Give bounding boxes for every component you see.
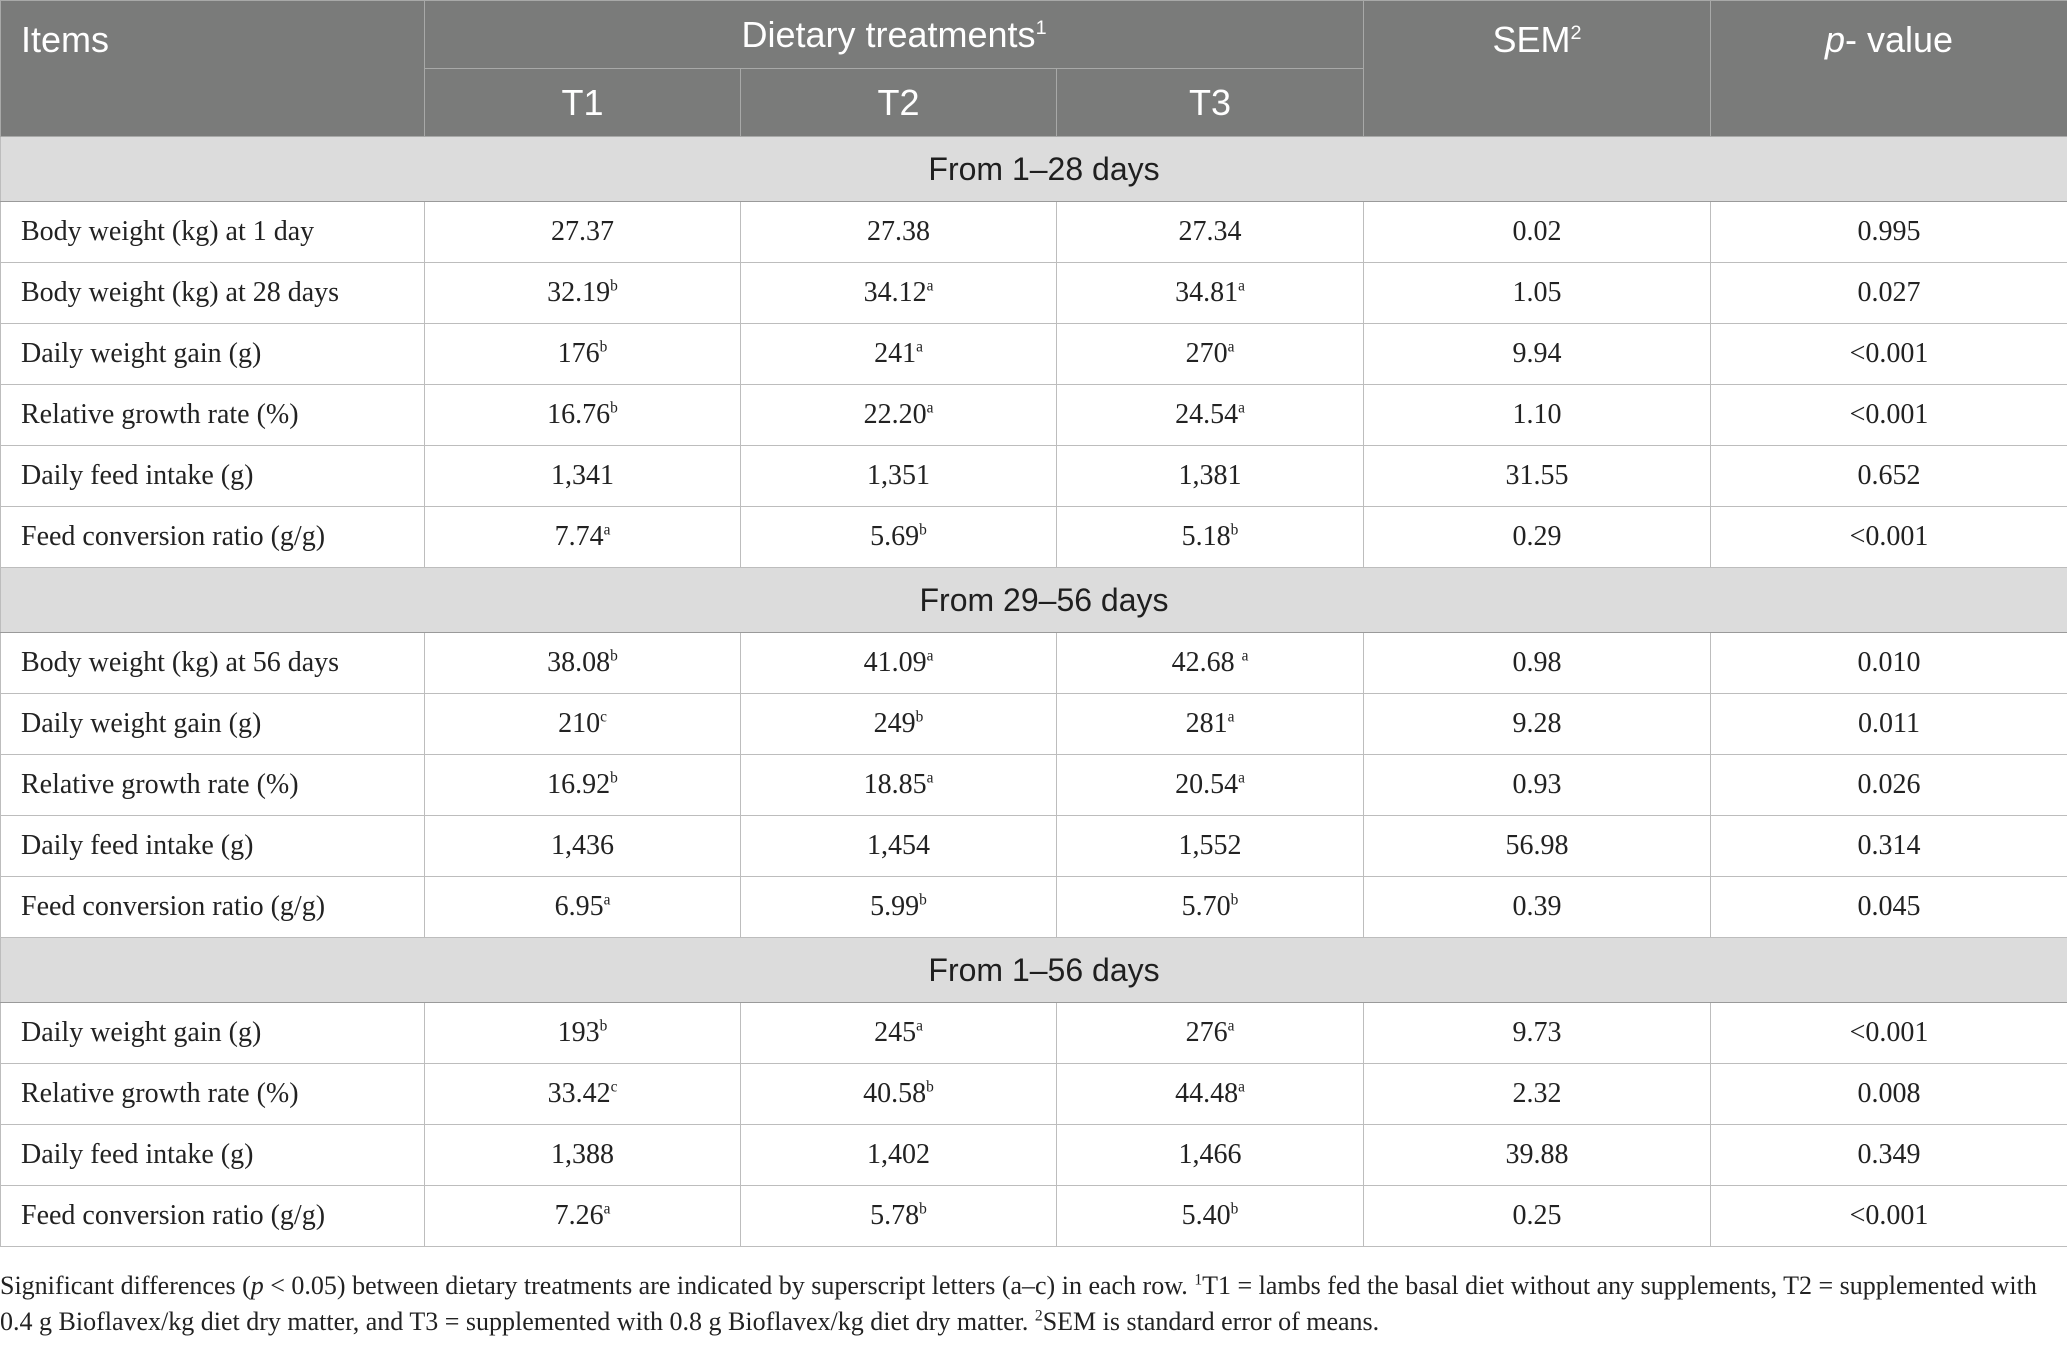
cell-value: 42.68: [1171, 647, 1242, 678]
cell-value: 7.26: [554, 1200, 604, 1231]
treatment-value-t1: [425, 816, 741, 877]
section-title: From 1–56 days: [1, 938, 2067, 1003]
treatment-value-t1: [425, 633, 741, 694]
significance-letter: a: [926, 769, 934, 787]
cell-value: 40.58: [863, 1078, 927, 1109]
significance-letter: a: [1238, 399, 1245, 417]
significance-letter: a: [916, 1017, 923, 1035]
significance-letter: a: [1238, 769, 1245, 787]
significance-letter: c: [610, 1078, 618, 1096]
cell-value: 5.78: [870, 1200, 920, 1231]
treatment-value-t1: [425, 446, 741, 507]
table-row: [1, 1186, 2067, 1247]
cell-value: 38.08: [547, 647, 611, 678]
treatment-value-t2: [741, 1064, 1057, 1125]
p-value: 0.045: [1711, 877, 2067, 938]
treatment-value-t1: [425, 1186, 741, 1247]
cell-value: 281: [1185, 708, 1228, 739]
cell-value: 1,436: [551, 830, 614, 861]
treatment-value-t2: [741, 507, 1057, 568]
treatment-value-t3: [1057, 446, 1364, 507]
treatment-value-t3: [1057, 694, 1364, 755]
cell-value: 6.95: [554, 891, 604, 922]
sem-value: 2.32: [1364, 1064, 1711, 1125]
cell-value: 210: [558, 708, 601, 739]
cell-value: 1,381: [1178, 460, 1242, 491]
sem-value: 1.10: [1364, 385, 1711, 446]
treatment-value-t2: [741, 816, 1057, 877]
significance-letter: b: [610, 647, 618, 665]
p-value: <0.001: [1711, 385, 2067, 446]
treatment-value-t1: [425, 263, 741, 324]
cell-value: 41.09: [863, 647, 927, 678]
significance-letter: a: [926, 647, 934, 665]
sem-value: 0.93: [1364, 755, 1711, 816]
sem-value: 0.39: [1364, 877, 1711, 938]
row-label: Daily feed intake (g): [1, 446, 425, 507]
treatment-value-t3: [1057, 324, 1364, 385]
cell-value: 27.34: [1178, 216, 1242, 247]
significance-letter: a: [926, 277, 934, 295]
cell-value: 27.37: [551, 216, 614, 247]
significance-letter: a: [1238, 277, 1245, 295]
cell-value: 20.54: [1175, 769, 1239, 800]
treatment-value-t1: [425, 877, 741, 938]
section-row: [1, 137, 2067, 202]
cell-value: 1,402: [867, 1139, 930, 1170]
row-label: Feed conversion ratio (g/g): [1, 507, 425, 568]
treatment-value-t1: [425, 1064, 741, 1125]
significance-letter: a: [1227, 708, 1235, 726]
table-row: [1, 507, 2067, 568]
treatment-value-t2: [741, 1125, 1057, 1186]
significance-letter: b: [1230, 1200, 1239, 1218]
treatment-value-t1: [425, 324, 741, 385]
significance-letter: b: [610, 399, 618, 417]
sem-value: 31.55: [1364, 446, 1711, 507]
row-label: Relative growth rate (%): [1, 755, 425, 816]
significance-letter: b: [599, 338, 608, 356]
treatment-value-t3: [1057, 633, 1364, 694]
significance-letter: b: [1230, 521, 1239, 539]
row-label: Feed conversion ratio (g/g): [1, 1186, 425, 1247]
treatment-value-t2: [741, 694, 1057, 755]
treatment-value-t3: [1057, 755, 1364, 816]
p-value: 0.995: [1711, 202, 2067, 263]
cell-value: 5.70: [1181, 891, 1231, 922]
p-value: <0.001: [1711, 1003, 2067, 1064]
p-value: 0.026: [1711, 755, 2067, 816]
cell-value: 1,341: [551, 460, 614, 491]
cell-value: 176: [557, 338, 600, 369]
p-value: 0.314: [1711, 816, 2067, 877]
significance-letter: b: [926, 1078, 934, 1096]
treatment-value-t1: [425, 507, 741, 568]
treatment-value-t2: [741, 446, 1057, 507]
treatment-header-t2: T2: [741, 69, 1057, 137]
table-row: [1, 385, 2067, 446]
treatment-value-t2: [741, 1003, 1057, 1064]
table-header: [1, 1, 2067, 137]
treatment-value-t3: [1057, 877, 1364, 938]
cell-value: 1,388: [551, 1139, 614, 1170]
significance-letter: b: [915, 708, 924, 726]
significance-letter: a: [603, 891, 611, 909]
treatment-value-t3: [1057, 1125, 1364, 1186]
table-row: [1, 633, 2067, 694]
cell-value: 245: [874, 1017, 917, 1048]
p-value: 0.008: [1711, 1064, 2067, 1125]
significance-letter: b: [599, 1017, 608, 1035]
p-value: 0.652: [1711, 446, 2067, 507]
row-label: Body weight (kg) at 28 days: [1, 263, 425, 324]
items-header: Items: [1, 1, 425, 137]
sem-value: 9.94: [1364, 324, 1711, 385]
significance-letter: b: [1230, 891, 1239, 909]
cell-value: 27.38: [867, 216, 930, 247]
treatment-value-t3: [1057, 1064, 1364, 1125]
table-row: [1, 324, 2067, 385]
significance-letter: b: [919, 891, 927, 909]
significance-letter: a: [603, 521, 611, 539]
row-label: Daily weight gain (g): [1, 324, 425, 385]
p-value: <0.001: [1711, 324, 2067, 385]
cell-value: 18.85: [863, 769, 927, 800]
p-value: 0.010: [1711, 633, 2067, 694]
section-title: From 1–28 days: [1, 137, 2067, 202]
p-value: 0.011: [1711, 694, 2067, 755]
cell-value: 1,454: [867, 830, 930, 861]
treatment-value-t2: [741, 263, 1057, 324]
treatment-value-t2: [741, 324, 1057, 385]
sem-value: 1.05: [1364, 263, 1711, 324]
cell-value: 270: [1185, 338, 1228, 369]
treatment-value-t2: [741, 1186, 1057, 1247]
sem-value: 0.25: [1364, 1186, 1711, 1247]
table-row: [1, 877, 2067, 938]
treatment-value-t1: [425, 755, 741, 816]
treatment-value-t2: [741, 877, 1057, 938]
sem-value: 39.88: [1364, 1125, 1711, 1186]
significance-letter: b: [610, 769, 618, 787]
section-row: [1, 938, 2067, 1003]
table-row: [1, 1064, 2067, 1125]
significance-letter: b: [610, 277, 618, 295]
cell-value: 34.81: [1175, 277, 1239, 308]
cell-value: 5.99: [870, 891, 920, 922]
row-label: Relative growth rate (%): [1, 1064, 425, 1125]
table-row: [1, 1125, 2067, 1186]
cell-value: 34.12: [863, 277, 927, 308]
treatment-value-t1: [425, 385, 741, 446]
cell-value: 276: [1185, 1017, 1228, 1048]
table-row: [1, 263, 2067, 324]
table-row: [1, 446, 2067, 507]
treatment-value-t2: [741, 755, 1057, 816]
significance-letter: a: [1238, 1078, 1245, 1096]
cell-value: 16.76: [547, 399, 611, 430]
significance-letter: a: [926, 399, 934, 417]
cell-value: 5.69: [870, 521, 920, 552]
cell-value: 193: [557, 1017, 600, 1048]
significance-letter: a: [916, 338, 923, 356]
cell-value: 7.74: [554, 521, 604, 552]
treatment-value-t3: [1057, 1186, 1364, 1247]
cell-value: 1,552: [1178, 830, 1242, 861]
section-title: From 29–56 days: [1, 568, 2067, 633]
sem-value: 56.98: [1364, 816, 1711, 877]
cell-value: 16.92: [547, 769, 611, 800]
row-label: Feed conversion ratio (g/g): [1, 877, 425, 938]
row-label: Daily weight gain (g): [1, 1003, 425, 1064]
significance-letter: b: [919, 521, 927, 539]
row-label: Daily feed intake (g): [1, 816, 425, 877]
cell-value: 22.20: [863, 399, 927, 430]
significance-letter: a: [603, 1200, 611, 1218]
significance-letter: a: [1227, 1017, 1235, 1035]
sem-value: 0.02: [1364, 202, 1711, 263]
sem-value: 0.98: [1364, 633, 1711, 694]
treatment-value-t3: [1057, 507, 1364, 568]
treatment-value-t1: [425, 1003, 741, 1064]
row-label: Relative growth rate (%): [1, 385, 425, 446]
treatment-value-t3: [1057, 202, 1364, 263]
treatment-value-t1: [425, 202, 741, 263]
cell-value: 249: [873, 708, 916, 739]
section-row: [1, 568, 2067, 633]
cell-value: 33.42: [547, 1078, 611, 1109]
p-value-header: p- value: [1711, 1, 2067, 137]
dietary-treatments-header: Dietary treatments$^1$: [425, 1, 1364, 69]
p-value: <0.001: [1711, 507, 2067, 568]
cell-value: 44.48: [1175, 1078, 1239, 1109]
table-body: [1, 137, 2067, 1247]
treatment-value-t2: [741, 385, 1057, 446]
p-value: 0.027: [1711, 263, 2067, 324]
sem-header: SEM$^2$: [1364, 1, 1711, 137]
sem-value: 9.73: [1364, 1003, 1711, 1064]
cell-value: 5.40: [1181, 1200, 1231, 1231]
table-row: [1, 202, 2067, 263]
treatment-value-t3: [1057, 263, 1364, 324]
treatment-value-t3: [1057, 1003, 1364, 1064]
table-row: [1, 816, 2067, 877]
table-row: [1, 1003, 2067, 1064]
table-footnote: Significant differences (p < 0.05) between dietary treatments are indicated by superscript letters (a–c) in each row. $^1$T1 = lambs fed the basal diet without any supplements, T2 = supplemented with 0.4 g Bioflavex/kg diet dry matter, and T3 = supplemented with 0.8 g Bioflavex/kg diet dry matter. $^2$SEM is standard error of means.: [0, 1271, 2037, 1336]
significance-letter: a: [1241, 647, 1249, 665]
cell-value: 1,351: [867, 460, 930, 491]
treatment-header-t3: T3: [1057, 69, 1364, 137]
treatment-value-t3: [1057, 385, 1364, 446]
sem-value: 0.29: [1364, 507, 1711, 568]
row-label: Body weight (kg) at 1 day: [1, 202, 425, 263]
p-value: 0.349: [1711, 1125, 2067, 1186]
treatment-value-t1: [425, 1125, 741, 1186]
row-label: Daily feed intake (g): [1, 1125, 425, 1186]
table-row: [1, 694, 2067, 755]
cell-value: 32.19: [547, 277, 611, 308]
cell-value: 24.54: [1175, 399, 1239, 430]
significance-letter: b: [919, 1200, 927, 1218]
p-value: <0.001: [1711, 1186, 2067, 1247]
cell-value: 241: [874, 338, 917, 369]
treatment-value-t3: [1057, 816, 1364, 877]
cell-value: 5.18: [1181, 521, 1231, 552]
significance-letter: a: [1227, 338, 1235, 356]
cell-value: 1,466: [1178, 1139, 1242, 1170]
treatment-value-t2: [741, 633, 1057, 694]
treatment-value-t1: [425, 694, 741, 755]
sem-value: 9.28: [1364, 694, 1711, 755]
treatment-value-t2: [741, 202, 1057, 263]
treatment-header-t1: T1: [425, 69, 741, 137]
row-label: Daily weight gain (g): [1, 694, 425, 755]
row-label: Body weight (kg) at 56 days: [1, 633, 425, 694]
significance-letter: c: [600, 708, 607, 726]
table-row: [1, 755, 2067, 816]
